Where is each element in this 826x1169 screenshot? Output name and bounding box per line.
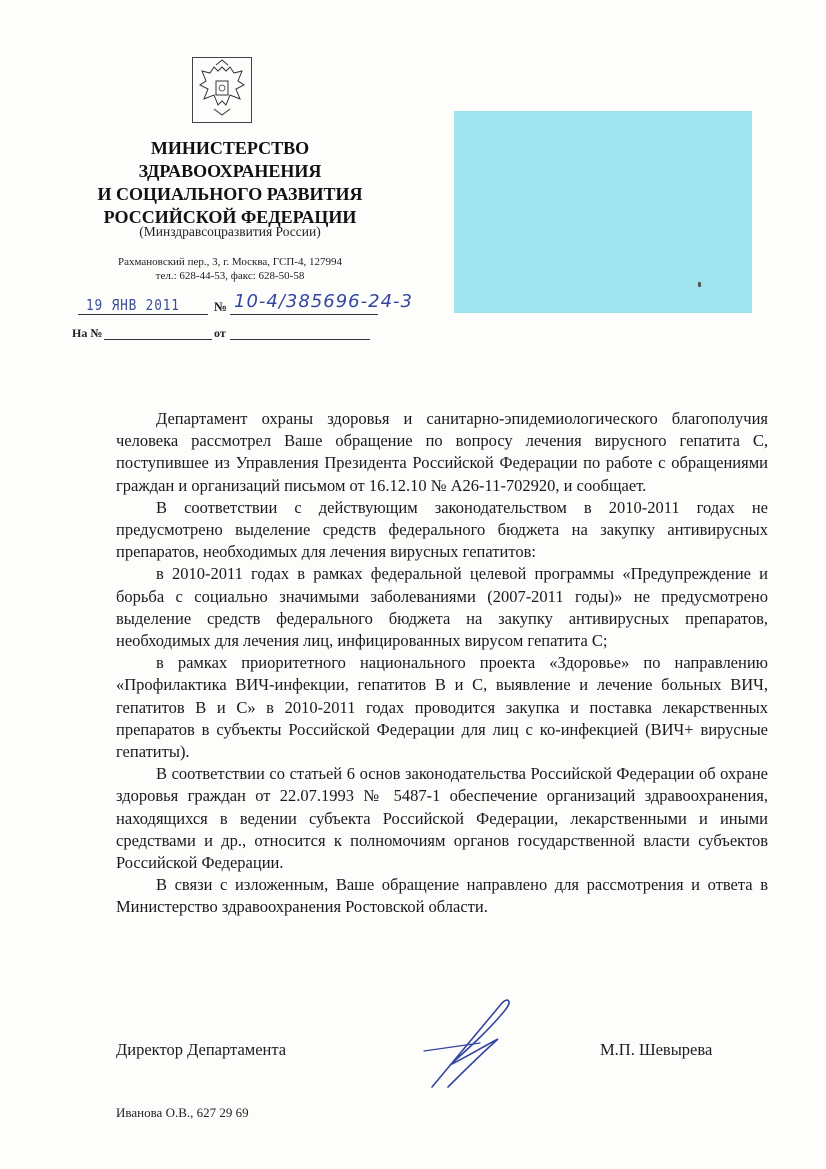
paragraph-1: Департамент охраны здоровья и санитарно-эпидемиологического благополучия человека рассмотрел Ваше обращение по вопросу лечения вирусного гепатита С, поступившее из Управления Президента Российской Федерации по работе с обращениями граждан и организаций письмом от 16.12.10 № А26-11-702920, и сообщает. [116, 409, 768, 495]
reference-date-label: от [214, 326, 226, 340]
date-underline [78, 314, 208, 315]
ministry-line-1: МИНИСТЕРСТВО [150, 138, 310, 158]
ministry-name [80, 137, 380, 229]
signatory-title: Директор Департамента [116, 1040, 287, 1059]
ministry-address: Рахмановский пер., 3, г. Москва, ГСП-4, 127994 [118, 256, 342, 268]
coat-of-arms-icon [192, 57, 252, 123]
handwritten-signature [420, 995, 530, 1095]
paragraph-6: В связи с изложенным, Ваше обращение направлено для рассмотрения и ответа в Министерство здравоохранения Ростовской области. [116, 875, 768, 917]
letter-body [116, 408, 768, 919]
ministry-phone: тел.: 628-44-53, факс: 628-50-58 [155, 270, 305, 282]
ministry-line-3: И СОЦИАЛЬНОГО РАЗВИТИЯ [97, 184, 363, 204]
paragraph-3: в 2010-2011 годах в рамках федеральной целевой программы «Предупреждение и борьба с социально значимыми заболеваниями (2007-2011 годы)» не предусмотрено выделение средств федерального бюджета на закупку антивирусных препаратов, необходимых для лечения лиц, инфицированных вирусом гепатита С; [116, 564, 768, 651]
paragraph-2: В соответствии с действующим законодательством в 2010-2011 годах не предусмотрено выделение средств федерального бюджета на закупку антивирусных препаратов, необходимых для лечения вирусных гепатитов: [116, 497, 768, 562]
ministry-line-2: ЗДРАВООХРАНЕНИЯ [138, 161, 322, 181]
reference-number-line [104, 339, 212, 340]
number-underline [230, 314, 378, 315]
ministry-line-4: РОССИЙСКОЙ ФЕДЕРАЦИИ [103, 207, 357, 227]
registration-number: 10-4/385696-24-3 [234, 291, 413, 312]
paragraph-5: В соответствии со статьей 6 основ законодательства Российской Федерации об охране здоровья граждан от 22.07.1993 № 5487-1 обеспечение организаций здравоохранения, находящихся в ведении субъекта Российской Федерации, лекарственными и иными средствами и др., относится к полномочиям органов государственной власти субъектов Российской Федерации. [116, 764, 768, 873]
ministry-contacts [80, 255, 380, 283]
ministry-short-name: (Минздравсоцразвития России) [139, 224, 321, 239]
registration-number-label: № [214, 299, 228, 314]
reference-date-line [230, 339, 370, 340]
registration-date-stamp: 19 ЯНВ 2011 [86, 296, 180, 314]
paragraph-4: в рамках приоритетного национального проекта «Здоровье» по направлению «Профилактика ВИЧ-инфекции, гепатитов В и С, выявление и лечение больных ВИЧ, гепатитов В и С» в 2010-2011 годах проводится закупка и поставка лекарственных препаратов в субъекты Российской Федерации для лиц с ко-инфекцией (ВИЧ+ вирусные гепатиты). [116, 653, 768, 762]
note-mark [698, 282, 701, 287]
executor-contact: Иванова О.В., 627 29 69 [116, 1105, 249, 1120]
reference-number-label: На № [72, 326, 103, 340]
sticky-note [454, 111, 752, 313]
signatory-name: М.П. Шевырева [600, 1040, 713, 1059]
